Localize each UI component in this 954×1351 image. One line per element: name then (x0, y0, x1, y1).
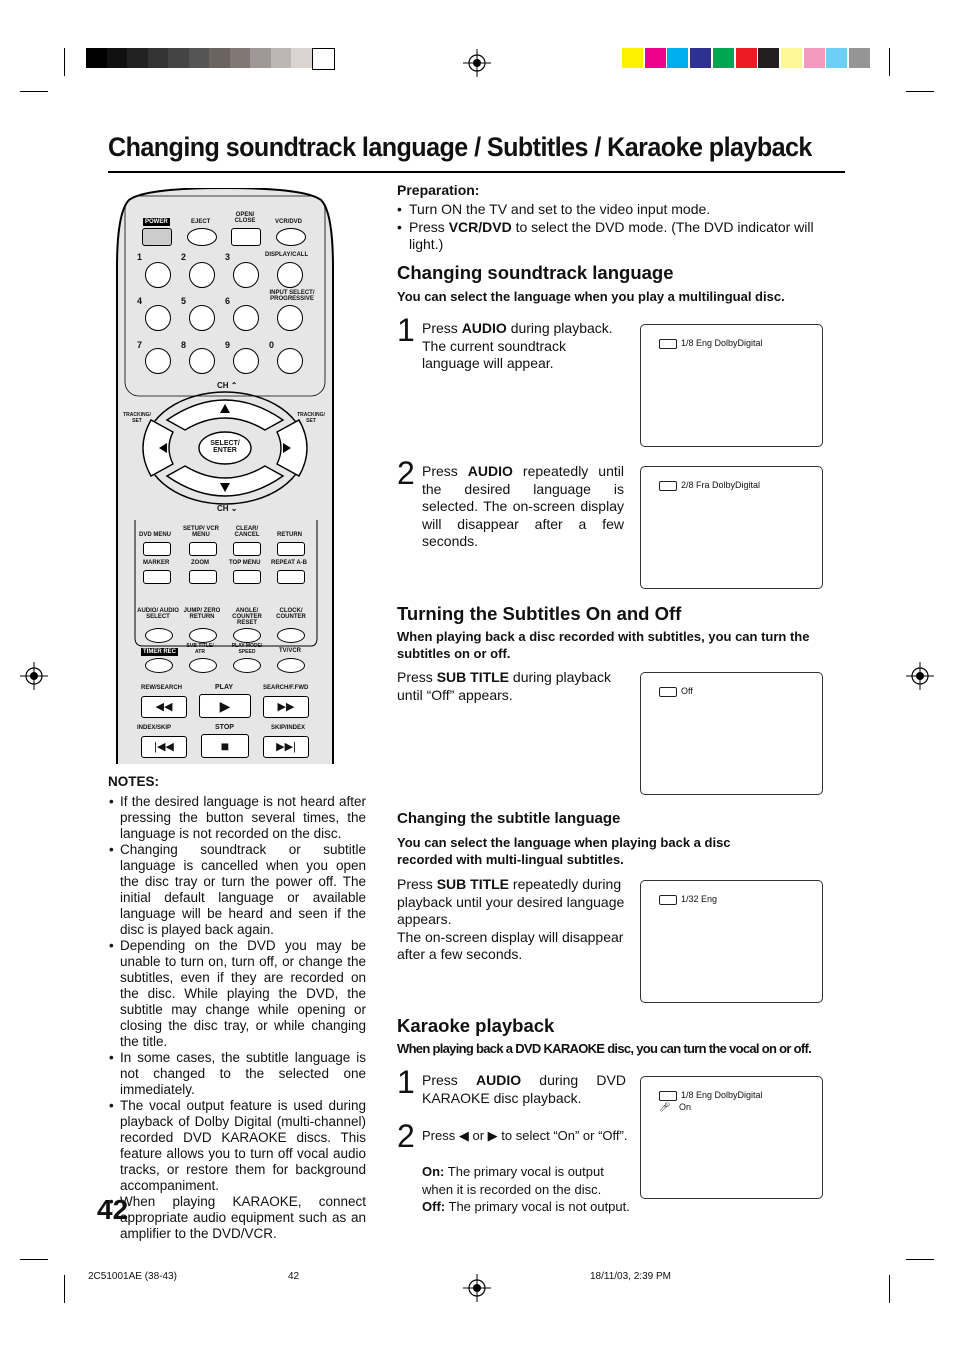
display-call-label: DISPLAY/CALL (265, 252, 309, 258)
subtitle-language-step: Press SUB TITLE repeatedly during playback until your desired language appears. The on-screen display will disappear after a few seconds. (397, 876, 625, 962)
osd-text: 2/8 Fra DolbyDigital (659, 480, 760, 491)
number-label: 8 (181, 340, 187, 350)
preparation-block (397, 182, 827, 254)
subtitle-osd-icon (659, 895, 677, 905)
tracking-left-label: TRACKING/ SET (123, 412, 151, 424)
gray-swatch (189, 48, 210, 68)
color-swatch (736, 48, 757, 68)
osd-text: 1/8 Eng DolbyDigital (659, 1090, 763, 1101)
jump-button[interactable] (189, 628, 217, 643)
number-label: 0 (269, 340, 275, 350)
soundtrack-heading: Changing soundtrack language (397, 262, 674, 283)
title-rule (108, 171, 845, 173)
setup-button[interactable] (189, 542, 217, 556)
remote-control-illustration (115, 188, 335, 764)
vcr-dvd-button[interactable] (276, 228, 306, 246)
number-button-5[interactable] (189, 305, 215, 331)
ch-up-label: CH ⌃ (217, 381, 238, 390)
footer-left: 2C51001AE (38-43) (88, 1271, 177, 1282)
top-menu-label: TOP MENU (229, 560, 261, 566)
karaoke-heading: Karaoke playback (397, 1015, 555, 1036)
stop-label: STOP (215, 724, 234, 731)
marker-button[interactable] (143, 570, 171, 584)
audio-osd-icon (659, 339, 677, 349)
jump-label: JUMP/ ZERO RETURN (183, 608, 221, 620)
tracking-right-label: TRACKING/ SET (297, 412, 325, 424)
gray-swatch (86, 48, 107, 68)
subtitle-osd-icon (659, 687, 677, 697)
number-button-1[interactable] (145, 262, 171, 288)
subtitles-step: Press SUB TITLE during playback until “Off” appears. (397, 669, 611, 703)
ch-down-label: CH ⌄ (217, 504, 238, 513)
timer-rec-label: TIMER REC (143, 649, 176, 655)
gray-swatch (148, 48, 169, 68)
return-label: RETURN (277, 532, 302, 538)
osd-text: 1/8 Eng DolbyDigital (659, 338, 763, 349)
clock-button[interactable] (277, 628, 305, 643)
crop-mark (906, 1259, 934, 1260)
skip-forward-button[interactable]: ▶▶| (263, 736, 309, 758)
color-swatch (713, 48, 734, 68)
input-select-button[interactable] (277, 305, 303, 331)
footer-center: 42 (288, 1271, 300, 1282)
tv-vcr-button[interactable] (277, 658, 305, 673)
osd-screen (640, 672, 823, 795)
subtitles-intro: When playing back a disc recorded with subtitles, you can turn the subtitles on or off. (397, 629, 810, 661)
play-mode-button[interactable] (233, 658, 261, 673)
preparation-item: • Press VCR/DVD to select the DVD mode. (The DVD indicator will light.) (397, 218, 814, 252)
subtitles-heading: Turning the Subtitles On and Off (397, 603, 682, 624)
number-button-8[interactable] (189, 348, 215, 374)
karaoke-on-description: On: The primary vocal is output when it is recorded on the disc. (422, 1164, 604, 1197)
osd-text: 🎤︎ On (659, 1102, 692, 1112)
subtitle-button[interactable] (189, 658, 217, 673)
number-label: 9 (225, 340, 231, 350)
skip-back-button[interactable]: |◀◀ (141, 736, 187, 758)
page-title: Changing soundtrack language / Subtitles / Karaoke playback (108, 132, 812, 162)
note-item: • The vocal output feature is used during playback of Dolby Digital (multi-channel) recorded DVD KARAOKE discs. This feature allows you to turn off vocal audio tracks, or restore them for background accompaniment. (120, 1098, 366, 1194)
soundtrack-intro: You can select the language when you play a multilingual disc. (397, 289, 785, 304)
repeat-button[interactable] (277, 570, 305, 584)
vcr-dvd-label: VCR/DVD (275, 219, 303, 225)
osd-screen (640, 324, 823, 447)
audio-osd-icon (659, 481, 677, 491)
color-swatch (826, 48, 847, 68)
number-button-9[interactable] (233, 348, 259, 374)
soundtrack-step1: Press AUDIO during playback. The current soundtrack language will appear. (422, 320, 613, 371)
karaoke-intro: When playing back a DVD KARAOKE disc, you can turn the vocal on or off. (397, 1041, 812, 1056)
preparation-heading: Preparation: (397, 182, 480, 198)
number-label: 3 (225, 252, 231, 262)
number-button-7[interactable] (145, 348, 171, 374)
crop-mark (64, 48, 65, 76)
note-item: • If the desired language is not heard after pressing the button several times, the language is not recorded on the disc. (120, 794, 366, 842)
color-swatch (781, 48, 802, 68)
gray-swatch (209, 48, 230, 68)
registration-mark-icon (463, 49, 491, 77)
audio-osd-icon (659, 1091, 677, 1101)
crop-mark (889, 1275, 890, 1303)
color-swatch (622, 48, 643, 68)
stop-button[interactable]: ■ (201, 734, 249, 758)
input-select-label: INPUT SELECT/ PROGRESSIVE (269, 290, 315, 302)
left-arrow-icon: ◀ (458, 1128, 469, 1143)
osd-screen (640, 466, 823, 589)
crop-mark (64, 1275, 65, 1303)
return-button[interactable] (277, 542, 305, 556)
gray-swatch (312, 48, 335, 70)
color-swatch (849, 48, 870, 68)
number-button-3[interactable] (233, 262, 259, 288)
zoom-button[interactable] (189, 570, 217, 584)
tv-vcr-label: TV/VCR (279, 648, 302, 654)
gray-swatch (127, 48, 148, 68)
osd-text: Off (659, 686, 693, 697)
notes-list (108, 794, 366, 1242)
karaoke-step2: Press ◀ or ▶ to select “On” or “Off”. (422, 1128, 628, 1143)
step-number: 2 (397, 1118, 415, 1154)
notes-heading: NOTES: (108, 774, 160, 789)
clear-label: CLEAR/ CANCEL (234, 526, 260, 538)
eject-label: EJECT (191, 219, 211, 225)
audio-button[interactable] (145, 628, 173, 643)
clear-button[interactable] (233, 542, 261, 556)
number-label: 5 (181, 296, 187, 306)
audio-label: AUDIO/ AUDIO SELECT (137, 608, 179, 620)
page-number: 42 (97, 1194, 129, 1225)
gray-swatch (168, 48, 189, 68)
number-label: 6 (225, 296, 231, 306)
marker-label: MARKER (143, 560, 170, 566)
subtitle-language-intro: You can select the language when playing back a disc recorded with multi-lingual subtitles. (397, 835, 731, 867)
zoom-label: ZOOM (191, 560, 209, 566)
skip-index-label: SKIP/INDEX (271, 725, 306, 731)
fast-forward-button[interactable]: ▶▶ (263, 696, 309, 718)
number-label: 7 (137, 340, 143, 350)
right-arrow-icon: ▶ (487, 1128, 498, 1143)
notes-block (108, 774, 366, 1242)
note-item: • In some cases, the subtitle language is not changed to the selected one immediately. (120, 1050, 366, 1098)
registration-mark-icon (906, 662, 934, 690)
note-item: • Changing soundtrack or subtitle language is cancelled when you open the disc tray or turn the power off. The initial default language or available language will be heard and seen if the disc is played back again. (120, 842, 366, 938)
step-number: 1 (397, 312, 415, 348)
rew-search-label: REW/SEARCH (141, 685, 183, 691)
number-button-4[interactable] (145, 305, 171, 331)
index-skip-label: INDEX/SKIP (137, 725, 172, 731)
gray-swatch (230, 48, 251, 68)
color-swatch (690, 48, 711, 68)
note-item: • Depending on the DVD you may be unable to turn on, turn off, or change the subtitles, even if they are recorded on the disc. While playing the DVD, the subtitle may change while opening or closing the disc tray, or while changing the title. (120, 938, 366, 1050)
karaoke-off-description: Off: The primary vocal is not output. (422, 1199, 630, 1214)
top-menu-button[interactable] (233, 570, 261, 584)
microphone-icon: 🎤︎ (659, 1102, 671, 1112)
registration-mark-icon (20, 662, 48, 690)
angle-button[interactable] (233, 628, 261, 643)
osd-screen (640, 1076, 823, 1199)
osd-screen (640, 880, 823, 1003)
power-label: POWER (145, 219, 168, 225)
setup-label: SETUP/ VCR MENU (183, 526, 220, 538)
gray-swatch (107, 48, 128, 68)
angle-label: ANGLE/ COUNTER RESET (232, 608, 262, 626)
display-call-button[interactable] (277, 262, 303, 288)
soundtrack-step2: Press AUDIO repeatedly until the desired language is selected. The on-screen display will disappear after a few seconds. (422, 463, 624, 549)
crop-mark (906, 91, 934, 92)
open-close-button[interactable] (231, 228, 261, 246)
note-item: • When playing KARAOKE, connect appropriate audio equipment such as an amplifier to the DVD/VCR. (120, 1194, 366, 1242)
footer-right: 18/11/03, 2:39 PM (590, 1271, 671, 1282)
eject-button[interactable] (187, 228, 217, 246)
power-button[interactable] (142, 228, 172, 246)
select-enter-label: SELECT/ ENTER (210, 440, 240, 454)
play-button[interactable]: ▶ (199, 694, 251, 718)
number-label: 1 (137, 252, 143, 262)
play-label: PLAY (215, 684, 234, 691)
subtitle-language-heading: Changing the subtitle language (397, 810, 621, 827)
step-number: 1 (397, 1064, 415, 1100)
crop-mark (889, 48, 890, 76)
play-mode-label: PLAY MODE/ SPEED (231, 643, 263, 655)
step-number: 2 (397, 455, 415, 491)
number-button-6[interactable] (233, 305, 259, 331)
crop-mark (20, 91, 48, 92)
timer-rec-button[interactable] (145, 658, 173, 673)
dvd-menu-label: DVD MENU (139, 532, 172, 538)
number-button-2[interactable] (189, 262, 215, 288)
dvd-menu-button[interactable] (143, 542, 171, 556)
subtitle-label: SUB TITLE/ ATR (186, 643, 214, 655)
clock-label: CLOCK/ COUNTER (276, 608, 306, 620)
gray-swatch (291, 48, 312, 68)
number-label: 4 (137, 296, 143, 306)
search-ffwd-label: SEARCH/F.FWD (263, 685, 309, 691)
open-close-label: OPEN/ CLOSE (234, 212, 256, 224)
number-label: 2 (181, 252, 187, 262)
gray-swatch (250, 48, 271, 68)
preparation-item: • Turn ON the TV and set to the video input mode. (397, 201, 711, 217)
registration-mark-icon (463, 1274, 491, 1302)
color-swatch (645, 48, 666, 68)
osd-text: 1/32 Eng (659, 894, 717, 905)
repeat-label: REPEAT A-B (271, 560, 307, 566)
color-swatch (758, 48, 779, 68)
karaoke-step1: Press AUDIO during DVD KARAOKE disc playback. (422, 1072, 626, 1106)
crop-mark (20, 1259, 48, 1260)
number-button-0[interactable] (277, 348, 303, 374)
rewind-button[interactable]: ◀◀ (141, 696, 187, 718)
color-swatch (804, 48, 825, 68)
color-swatch (667, 48, 688, 68)
gray-swatch (271, 48, 292, 68)
